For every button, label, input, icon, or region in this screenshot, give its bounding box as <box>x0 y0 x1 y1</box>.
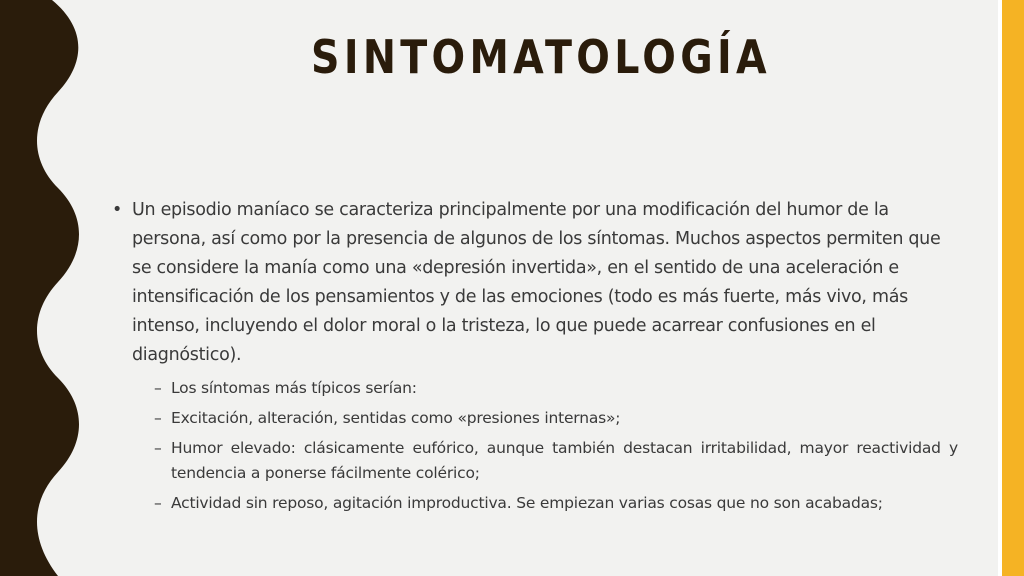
sub-item <box>154 376 958 401</box>
dash-mark: – <box>154 409 162 427</box>
sub-item-text: Humor elevado: clásicamente eufórico, aunque también destacan irritabilidad, mayor reactividad y tendencia a ponerse fácilmente colérico; <box>171 439 958 482</box>
dash-mark: – <box>154 379 162 397</box>
sub-item <box>154 436 958 486</box>
bullet-mark: • <box>112 200 123 220</box>
sub-item-text: Actividad sin reposo, agitación improductiva. Se empiezan varias cosas que no son acabadas; <box>171 494 883 512</box>
sub-item <box>154 491 958 516</box>
sub-item <box>154 406 958 431</box>
main-bullet-text: Un episodio maníaco se caracteriza principalmente por una modificación del humor de la persona, así como por la presencia de algunos de los síntomas. Muchos aspectos permiten que se considere la manía como una «depresión invertida», en el sentido de una aceleración e intensificación de los pensamientos y de las emociones (todo es más fuerte, más vivo, más intenso, incluyendo el dolor moral o la tristeza, lo que puede acarrear confusiones en el diagnóstico). <box>132 200 941 365</box>
sub-item-text: Los síntomas más típicos serían: <box>171 379 417 397</box>
slide-title: SINTOMATOLOGÍA <box>311 30 771 84</box>
dash-mark: – <box>154 494 162 512</box>
slide-content <box>112 196 958 516</box>
main-bullet <box>112 196 958 370</box>
left-wave-band <box>0 0 80 576</box>
sub-item-text: Excitación, alteración, sentidas como «presiones internas»; <box>171 409 621 427</box>
dash-mark: – <box>154 439 162 457</box>
accent-bar <box>1002 0 1024 576</box>
